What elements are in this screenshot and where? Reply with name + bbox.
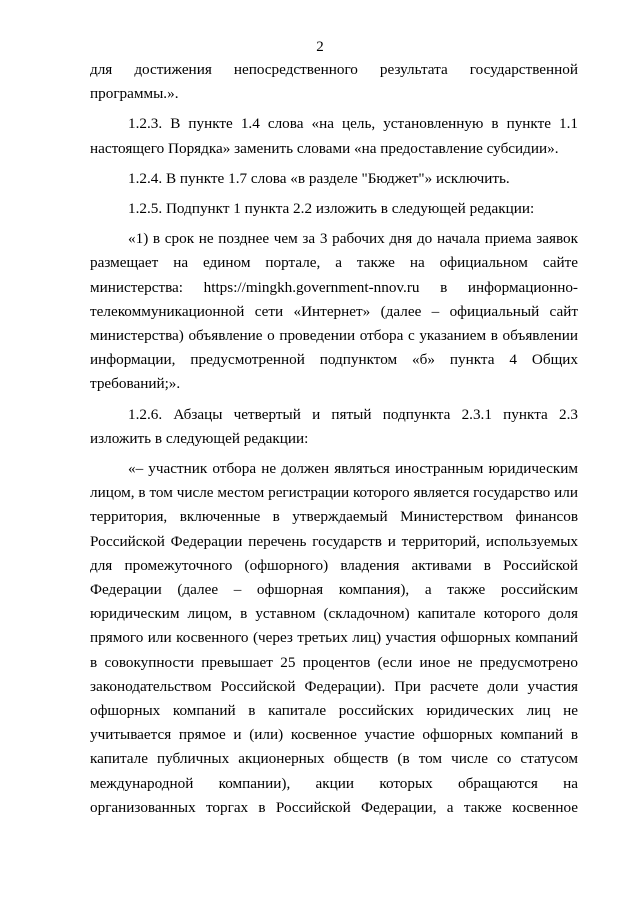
paragraph-continuation: для достижения непосредственного результата государственной программы.». [90,61,578,103]
paragraph-1-2-3: 1.2.3. В пункте 1.4 слова «на цель, установленную в пункте 1.1 настоящего Порядка» заменить словами «на предоставление субсидии». [90,115,578,157]
paragraph-1-2-5: 1.2.5. Подпункт 1 пункта 2.2 изложить в следующей редакции: [128,200,535,218]
page-number: 2 [316,39,324,55]
paragraph-quoted-subitem-1: «1) в срок не позднее чем за 3 рабочих дня до начала приема заявок размещает на едином портале, а также на официальном сайте министерства: https://mingkh.government-nnov.ru в информационно-телекоммуникационной сети «Интернет» (далее – официальный сайт министерства) объявление о проведении отбора с указанием в объявлении информации, предусмотренной подпунктом «б» пункта 4 Общих требований;». [90,230,578,393]
paragraph-1-2-6: 1.2.6. Абзацы четвертый и пятый подпункта 2.3.1 пункта 2.3 изложить в следующей редакции: [90,405,578,447]
document-body [90,58,578,820]
paragraph-quoted-offshore-requirement: «– участник отбора не должен являться иностранным юридическим лицом, в том числе местом регистрации которого является государство или территория, включенные в утверждаемый Министерством финансов Российской Федерации перечень государств и территорий, используемых для промежуточного (офшорного) владения активами в Российской Федерации (далее – офшорная компания), а также российским юридическим лицом, в уставном (складочном) капитале которого доля прямого или косвенного (через третьих лиц) участия офшорных компаний в совокупности превышает 25 процентов (если иное не предусмотрено законодательством Российской Федерации). При расчете доли участия офшорных компаний в капитале российских юридических лиц не учитывается прямое и (или) косвенное участие офшорных компаний в капитале публичных акционерных обществ (в том числе со статусом международной компании), акции которых обращаются на организованных торгах в Российской Федерации, а также косвенное [90,460,578,816]
paragraph-1-2-4: 1.2.4. В пункте 1.7 слова «в разделе "Бюджет"» исключить. [128,169,510,187]
